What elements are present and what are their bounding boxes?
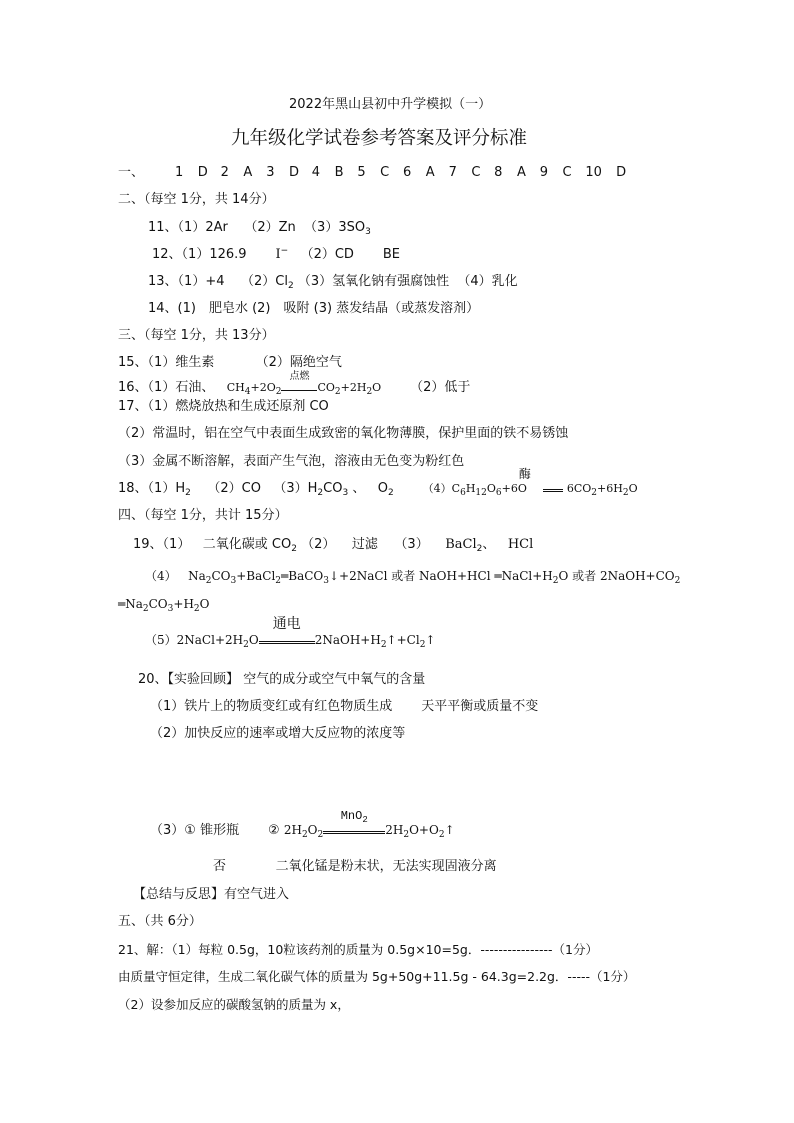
question-20-reflect: 【总结与反思】有空气进入 (133, 887, 290, 902)
answer-choice: B (334, 165, 344, 180)
question-15: 15、（1）维生素 （2）隔绝空气 (118, 355, 342, 370)
question-21-2: 由质量守恒定律，生成二氧化碳气体的质量为 5g+50g+11.5g - 64.3g=2.2g．-----（1分） (118, 969, 636, 984)
question-19-1: 19、（1） 二氧化碳或 $CO_2$ （2） 过滤 （3） BaCl$_2$、 HCl (133, 537, 534, 554)
section-5-label: 五、（共 6分） (118, 914, 202, 929)
exam-title: 2022年黑山县初中升学模拟（一） (289, 97, 492, 112)
question-18: 18、$(1)H_2$ （2）CO $(3)H_2CO_3$ 、 $O_2$ $(4)C_6H_{12}O_6+6O$ 酶 $6CO_2+6H_2O$ (118, 467, 638, 498)
question-13: 13、（1）+4 $(2)Cl_2$ （3）氢氧化钠有强腐蚀性 （4）乳化 (148, 274, 518, 291)
answer-choice: A (243, 165, 253, 180)
section-2-label: 二、（每空 1分，共 14分） (118, 192, 275, 207)
question-17-2: （2）常温时，铝在空气中表面生成致密的氧化物薄膜，保护里面的铁不易锈蚀 (118, 426, 569, 441)
question-number: 10 (585, 165, 602, 180)
answer-choice: A (516, 165, 526, 180)
question-20-1: （1）铁片上的物质变红或有红色物质生成 天平平衡或质量不变 (150, 699, 539, 714)
question-20-no: 否 二氧化锰是粉末状，无法实现固液分离 (213, 859, 497, 874)
section-1-answers (175, 165, 639, 181)
question-21-3: （2）设参加反应的碳酸氢钠的质量为 x， (118, 997, 350, 1012)
question-20-3: （3）① 锥形瓶 ② $2H_2O_2$ MnO$_2$ $2H_2O+O_2↑$ (150, 809, 455, 840)
question-11: 11、（1）2Ar （2）Zn $(3)3SO_3$ (148, 220, 371, 237)
question-17-3: （3）金属不断溶解，表面产生气泡，溶液由无色变为粉红色 (118, 454, 465, 469)
question-number: 6 (402, 165, 412, 180)
question-number: 9 (539, 165, 549, 180)
question-19-4-cont: $═Na_2CO_3+H_2O$ (118, 597, 210, 614)
answer-choice: C (562, 165, 572, 180)
reaction-arrow-catalyst: MnO$_2$ (323, 823, 385, 834)
question-number: 7 (448, 165, 457, 180)
section-3-label: 三、（每空 1分，共 13分） (118, 328, 275, 343)
answer-choice: A (425, 165, 435, 180)
question-number: 4 (311, 165, 321, 180)
answer-choice: D (616, 165, 627, 180)
question-20-head: 20、【实验回顾】 空气的成分或空气中氧气的含量 (138, 672, 426, 687)
reaction-arrow-ignite: 点燃 (281, 382, 317, 391)
question-17-1: 17、（1）燃烧放热和生成还原剂 CO (118, 399, 329, 414)
question-14: 14、(1) 肥皂水 (2) 吸附 (3) 蒸发结晶（或蒸发溶剂） (148, 301, 480, 316)
section-1-label: 一、 (118, 165, 145, 180)
question-number: 2 (220, 165, 229, 180)
question-number: 3 (266, 165, 275, 180)
question-number: 5 (357, 165, 366, 180)
reaction-arrow-enzyme: 酶 (527, 481, 567, 492)
answer-choice: C (471, 165, 481, 180)
question-21-1: 21、解：（1）每粒 0.5g，10粒该药剂的质量为 0.5g×10=5g．----------------（1分） (118, 942, 598, 957)
question-12: 12、（1）126.9 I− （2）CD BE (152, 246, 400, 262)
answer-choice: D (197, 165, 208, 180)
answer-choice: D (288, 165, 299, 180)
question-16: 16、（1）石油、 $CH_4+2O_2$ 点燃 $CO_2+2H_2O$ （2）低于 (118, 371, 471, 397)
question-19-5: $(5)2NaCl+2H_2O$ 通电 $2NaOH+H_2↑+Cl_2↑$ (145, 616, 436, 650)
question-number: 8 (494, 165, 503, 180)
answer-choice: C (380, 165, 390, 180)
reaction-arrow-electrolysis: 通电 (259, 633, 315, 644)
document-title: 九年级化学试卷参考答案及评分标准 (231, 128, 528, 149)
question-number: 1 (175, 165, 184, 180)
question-19-4: （4） $Na_2CO_3+BaCl_2═BaCO_3↓+2NaCl$ 或者 NaOH+HCl $═NaCl+H_2O$ 或者 $2NaOH+CO_2$ (145, 569, 681, 586)
section-4-label: 四、（每空 1分，共计 15分） (118, 508, 288, 523)
question-20-2: （2）加快反应的速率或增大反应物的浓度等 (150, 726, 406, 741)
